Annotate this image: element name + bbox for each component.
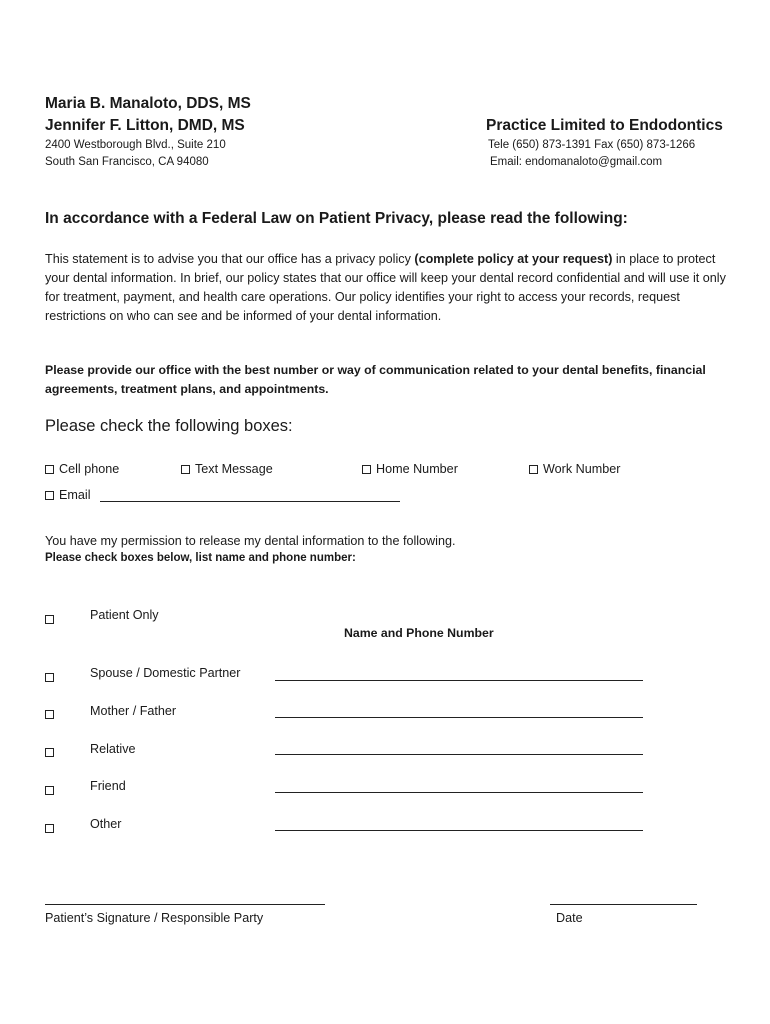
checkbox-other[interactable] — [45, 819, 59, 837]
checkbox[interactable] — [529, 465, 538, 474]
option-label: Email — [59, 488, 91, 502]
address-line-2: South San Francisco, CA 94080 — [45, 156, 209, 168]
option-cell-phone[interactable] — [45, 460, 119, 479]
release-instruction: Please check boxes below, list name and phone number: — [45, 552, 356, 564]
name-phone-field-relative[interactable] — [275, 754, 643, 755]
privacy-text-end: in place to protect your dental information. In brief, our policy states that our office will keep your dental record confidential and will use it only for treatment, payment, and health care operations. Our policy identifies your right to access your records, request restrictions on who can see and be informed of your dental information. — [45, 252, 726, 323]
name-phone-field-friend[interactable] — [275, 792, 643, 793]
checkbox[interactable] — [45, 748, 54, 757]
checkbox-spouse[interactable] — [45, 668, 59, 686]
privacy-text-start: This statement is to advise you that our office has a privacy policy — [45, 252, 415, 266]
name-phone-field-mother-father[interactable] — [275, 717, 643, 718]
checkbox[interactable] — [45, 786, 54, 795]
signature-label: Patient’s Signature / Responsible Party — [45, 911, 264, 925]
checkbox[interactable] — [45, 824, 54, 833]
checkbox-friend[interactable] — [45, 781, 59, 799]
privacy-text-bold: (complete policy at your request) — [414, 252, 613, 266]
check-boxes-heading: Please check the following boxes: — [45, 417, 293, 435]
doctor-name-2: Jennifer F. Litton, DMD, MS — [45, 117, 245, 134]
signature-field[interactable] — [45, 904, 325, 905]
option-label: Text Message — [195, 462, 273, 476]
release-label-mother-father: Mother / Father — [90, 704, 177, 718]
privacy-heading: In accordance with a Federal Law on Patient Privacy, please read the following: — [45, 210, 628, 227]
option-text-message[interactable] — [181, 460, 273, 479]
checkbox-patient-only[interactable] — [45, 610, 59, 628]
option-label: Home Number — [376, 462, 458, 476]
option-email[interactable] — [45, 486, 91, 505]
checkbox[interactable] — [362, 465, 371, 474]
date-label: Date — [556, 911, 583, 925]
contact-phone: Tele (650) 873-1391 Fax (650) 873-1266 — [488, 139, 696, 151]
release-statement: You have my permission to release my dental information to the following. — [45, 534, 456, 548]
date-field[interactable] — [550, 904, 697, 905]
checkbox[interactable] — [45, 465, 54, 474]
release-label-patient-only: Patient Only — [90, 608, 159, 622]
checkbox-mother-father[interactable] — [45, 705, 59, 723]
release-label-friend: Friend — [90, 779, 126, 793]
name-phone-field-other[interactable] — [275, 830, 643, 831]
option-home-number[interactable] — [362, 460, 458, 479]
checkbox[interactable] — [45, 615, 54, 624]
option-work-number[interactable] — [529, 460, 620, 479]
name-phone-field-spouse[interactable] — [275, 680, 643, 681]
address-line-1: 2400 Westborough Blvd., Suite 210 — [45, 139, 226, 151]
checkbox[interactable] — [45, 710, 54, 719]
release-label-other: Other — [90, 817, 122, 831]
checkbox[interactable] — [45, 673, 54, 682]
communication-request: Please provide our office with the best number or way of communication related to your dental benefits, financial agreements, treatment plans, and appointments. — [45, 363, 706, 396]
checkbox-relative[interactable] — [45, 743, 59, 761]
doctor-name-1: Maria B. Manaloto, DDS, MS — [45, 95, 251, 112]
option-label: Cell phone — [59, 462, 120, 476]
practice-specialty: Practice Limited to Endodontics — [486, 117, 723, 134]
release-label-relative: Relative — [90, 742, 136, 756]
email-field[interactable] — [100, 501, 400, 502]
checkbox[interactable] — [45, 491, 54, 500]
contact-email: Email: endomanaloto@gmail.com — [490, 156, 663, 168]
name-phone-column-header: Name and Phone Number — [344, 626, 494, 640]
release-label-spouse: Spouse / Domestic Partner — [90, 666, 241, 680]
privacy-paragraph — [45, 250, 735, 326]
checkbox[interactable] — [181, 465, 190, 474]
option-label: Work Number — [543, 462, 621, 476]
